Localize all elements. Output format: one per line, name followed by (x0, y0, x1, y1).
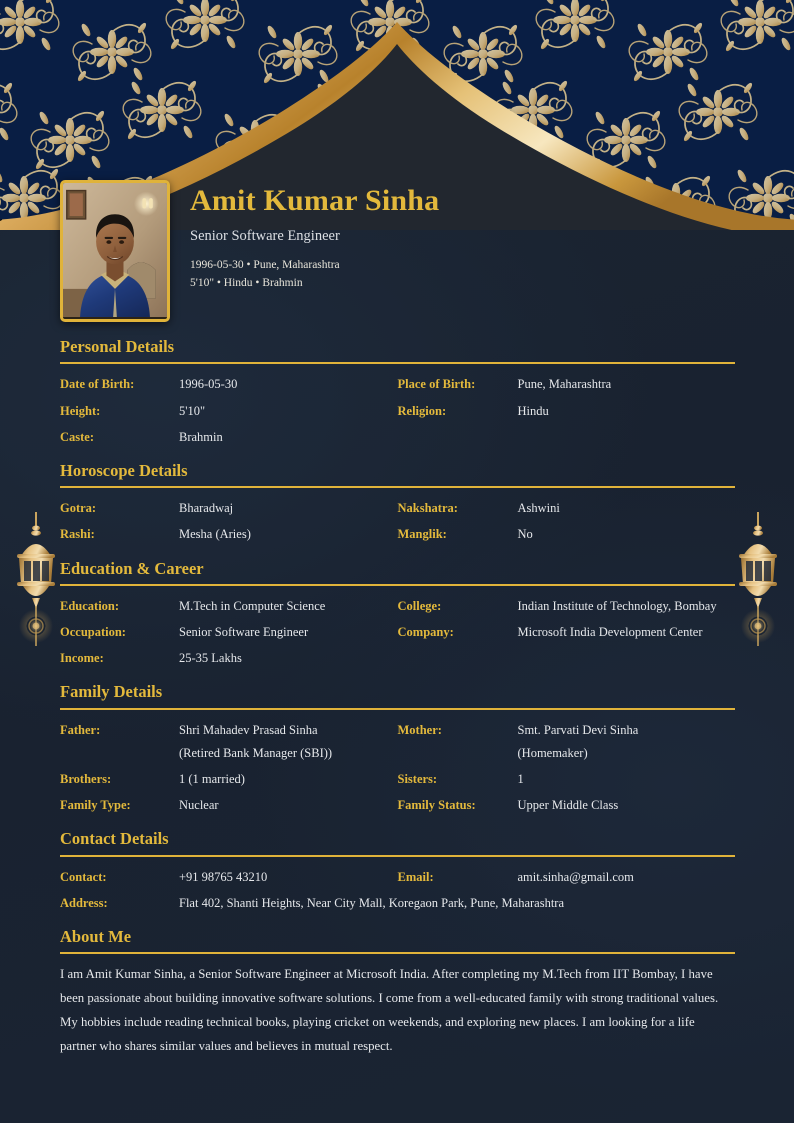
detail-label: Father: (60, 722, 101, 737)
detail-label: Gotra: (60, 501, 97, 516)
detail-row (60, 497, 735, 523)
detail-label: Place of Birth: (397, 377, 476, 392)
detail-label: Sisters: (397, 772, 438, 786)
detail-cell (398, 794, 736, 820)
detail-label: Nakshatra: (397, 501, 458, 516)
detail-cell (60, 866, 398, 892)
page-title: Amit Kumar Sinha (190, 184, 440, 217)
detail-cell (60, 523, 398, 549)
detail-cell (60, 373, 398, 399)
section-divider (60, 708, 735, 710)
section-horoscope-details (60, 460, 735, 550)
detail-label: Rashi: (60, 527, 95, 542)
detail-label: Contact: (60, 869, 107, 884)
detail-cell (60, 400, 398, 426)
detail-value (179, 719, 398, 765)
profile-meta-line-2: 5'10" • Hindu • Brahmin (190, 277, 303, 290)
detail-row (60, 400, 735, 426)
detail-value (518, 719, 736, 765)
detail-value: amit.sinha@gmail.com (517, 869, 634, 884)
detail-cell (398, 866, 736, 892)
detail-row (60, 621, 735, 647)
detail-cell (60, 595, 398, 621)
detail-cell (398, 497, 736, 523)
section-family-details (60, 681, 735, 820)
profile-photo (60, 180, 170, 322)
detail-value: Flat 402, Shanti Heights, Near City Mall, Koregaon Park, Pune, Maharashtra (179, 895, 564, 910)
detail-label: Brothers: (60, 772, 112, 786)
section-heading: Education & Career (60, 558, 204, 578)
detail-label: Height: (60, 403, 101, 418)
detail-value-sub: (Retired Bank Manager (SBI)) (179, 745, 333, 760)
detail-value-main: Smt. Parvati Devi Sinha (517, 722, 639, 737)
detail-cell-empty (398, 426, 736, 429)
detail-cell (60, 621, 398, 647)
detail-label: Email: (397, 869, 434, 884)
detail-label: Address: (60, 895, 108, 910)
section-divider (60, 952, 735, 954)
detail-label: Family Type: (60, 798, 131, 813)
detail-cell-empty (398, 647, 736, 650)
detail-value: Bharadwaj (179, 501, 234, 516)
detail-value: Indian Institute of Technology, Bombay (517, 598, 717, 613)
detail-cell (60, 426, 398, 452)
detail-value: +91 98765 43210 (179, 869, 268, 884)
section-personal-details (60, 336, 735, 452)
detail-label: Company: (397, 625, 454, 640)
detail-label: Family Status: (397, 798, 476, 813)
detail-value: M.Tech in Computer Science (179, 598, 326, 613)
detail-row (60, 794, 735, 820)
detail-cell (60, 768, 398, 794)
detail-row (60, 647, 735, 673)
section-heading: Contact Details (60, 829, 169, 849)
detail-cell (398, 523, 736, 549)
profile-role: Senior Software Engineer (190, 227, 340, 244)
detail-value: Pune, Maharashtra (517, 377, 612, 392)
lantern-ornament-right (727, 508, 789, 658)
detail-cell (60, 647, 398, 673)
detail-value: Mesha (Aries) (179, 527, 251, 542)
detail-value: 1 (517, 772, 524, 786)
detail-row (60, 373, 735, 399)
detail-row (60, 523, 735, 549)
about-paragraph: I am Amit Kumar Sinha, a Senior Software Engineer at Microsoft India. After completing my M.Tech from IIT Bombay, I have been passionate about building innovative software solutions. I come from a well-educated family with strong traditional values. My hobbies include reading technical books, playing cricket on weekends, and exploring new places. I am looking for a life partner who shares similar values and believes in mutual respect. (60, 967, 719, 1053)
section-divider (60, 362, 735, 364)
portrait-illustration (63, 183, 167, 317)
detail-value: No (517, 527, 533, 542)
lantern-ornament-left (5, 508, 67, 658)
profile-meta (190, 256, 750, 293)
detail-row (60, 768, 735, 794)
detail-value: Nuclear (179, 798, 219, 813)
section-contact-details (60, 828, 735, 918)
detail-label: Date of Birth: (60, 377, 135, 392)
biodata-content (60, 336, 735, 1067)
detail-cell (398, 719, 736, 768)
section-heading: About Me (60, 926, 132, 946)
detail-label: Manglik: (397, 527, 447, 542)
detail-row (60, 866, 735, 892)
detail-value: 1996-05-30 (179, 377, 238, 392)
detail-label: Education: (60, 598, 120, 613)
detail-label: Income: (60, 651, 104, 666)
detail-cell (398, 373, 736, 399)
about-clip (60, 963, 735, 1058)
hero-text-block (190, 184, 750, 293)
profile-hero (0, 170, 794, 320)
detail-value: 5'10" (179, 403, 206, 418)
detail-row (60, 892, 735, 918)
detail-cell (398, 768, 736, 794)
detail-value: Microsoft India Development Center (517, 625, 703, 640)
detail-row (60, 426, 735, 452)
detail-value: Ashwini (517, 501, 560, 516)
detail-row (60, 719, 735, 768)
section-education-career (60, 558, 735, 674)
detail-label: College: (397, 598, 442, 613)
detail-value: Upper Middle Class (517, 798, 619, 813)
detail-cell (60, 497, 398, 523)
detail-value: Hindu (517, 403, 549, 418)
detail-value-sub: (Homemaker) (517, 745, 588, 760)
detail-value: Brahmin (179, 429, 223, 444)
detail-label: Caste: (60, 429, 95, 444)
profile-meta-line-1: 1996-05-30 • Pune, Maharashtra (190, 258, 340, 271)
detail-value: 1 (1 married) (179, 772, 245, 786)
detail-cell (398, 400, 736, 426)
section-heading: Family Details (60, 682, 163, 702)
section-divider (60, 584, 735, 586)
detail-value: 25-35 Lakhs (179, 651, 242, 666)
detail-label: Religion: (397, 403, 447, 418)
detail-value-main: Shri Mahadev Prasad Sinha (179, 722, 318, 737)
detail-label: Mother: (397, 722, 442, 737)
detail-cell (60, 892, 735, 918)
detail-row (60, 595, 735, 621)
section-about-me (60, 926, 735, 1059)
section-heading: Personal Details (60, 337, 175, 356)
section-divider (60, 855, 735, 857)
detail-cell (398, 621, 736, 647)
detail-cell (398, 595, 736, 621)
section-divider (60, 486, 735, 488)
section-heading: Horoscope Details (60, 460, 188, 480)
detail-cell (60, 719, 398, 768)
detail-value: Senior Software Engineer (179, 625, 309, 640)
detail-label: Occupation: (60, 625, 126, 640)
detail-cell (60, 794, 398, 820)
